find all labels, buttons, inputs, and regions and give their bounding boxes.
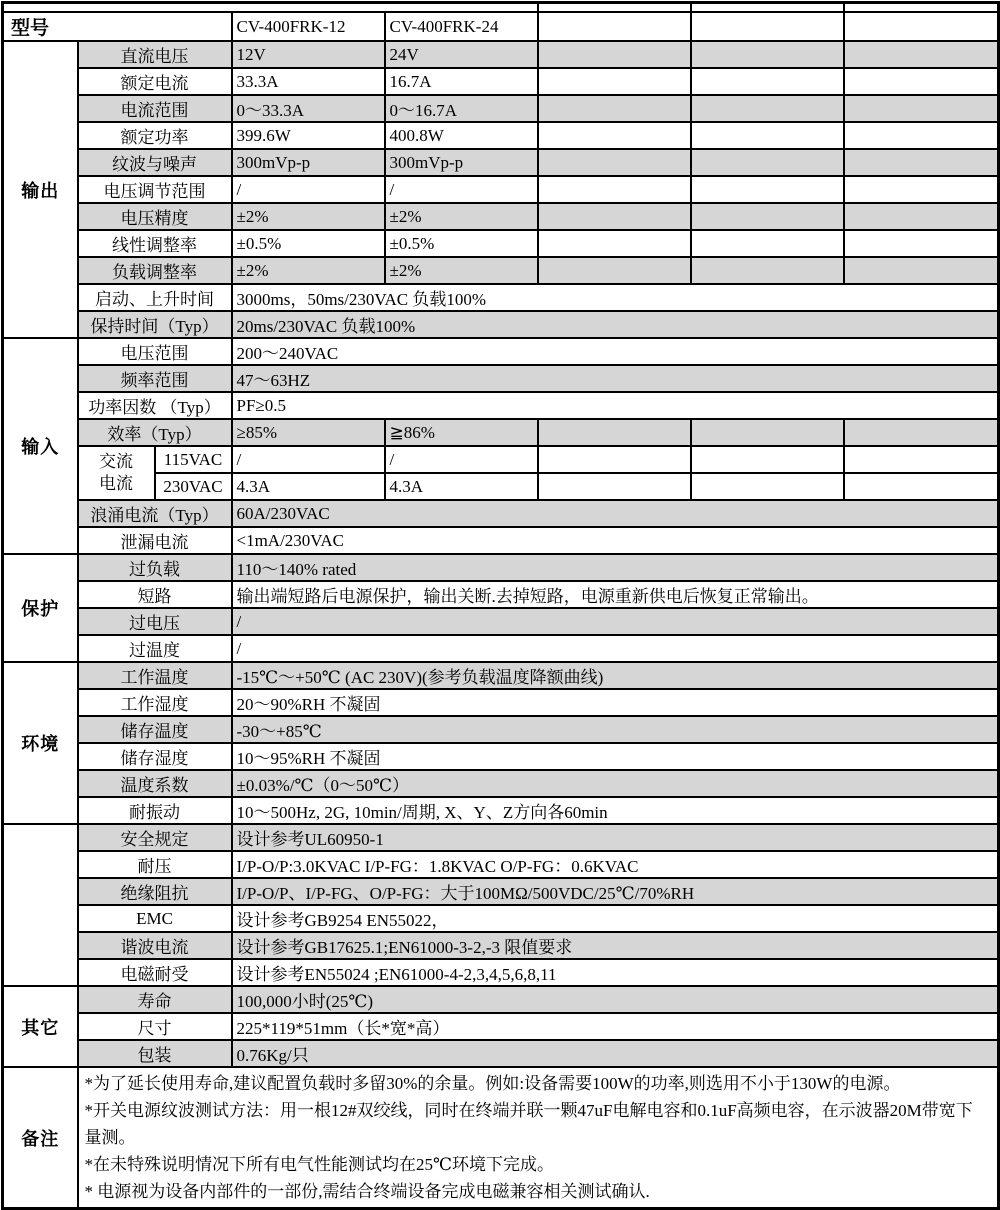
- row-sublabel: 115VAC: [155, 446, 232, 473]
- spec-row: [3, 1013, 999, 1040]
- span-value-cell: 0.76Kg/只: [232, 1040, 999, 1067]
- empty-cell: [844, 149, 999, 176]
- row-label: 频率范围: [78, 365, 232, 392]
- empty-cell: [844, 230, 999, 257]
- empty-cell: [844, 257, 999, 284]
- notes-row: [3, 1067, 999, 1209]
- value-cell: ±0.5%: [385, 230, 538, 257]
- row-label: [78, 446, 155, 500]
- empty-cell: [538, 12, 691, 41]
- spec-row: [3, 797, 999, 824]
- span-value-cell: 200～240VAC: [232, 338, 999, 365]
- span-value-cell: 60A/230VAC: [232, 500, 999, 527]
- value-cell: ±2%: [385, 257, 538, 284]
- empty-cell: [844, 95, 999, 122]
- row-label: 工作湿度: [78, 689, 232, 716]
- empty-cell: [538, 176, 691, 203]
- spec-row: [3, 689, 999, 716]
- note-line: *开关电源纹波测试方法：用一根12#双绞线，同时在终端并联一颗47uF电解电容和0.1uF高频电容，在示波器20M带宽下量测。: [84, 1101, 973, 1147]
- row-sublabel: 230VAC: [155, 473, 232, 500]
- note-line: *在未特殊说明情况下所有电气性能测试均在25℃环境下完成。: [84, 1155, 555, 1174]
- value-cell: /: [385, 176, 538, 203]
- empty-cell: [538, 41, 691, 68]
- row-label-text: 交流电流: [99, 452, 133, 493]
- empty-cell: [538, 446, 691, 473]
- spec-row: [3, 500, 999, 527]
- row-label: 过负载: [78, 554, 232, 581]
- row-label: 直流电压: [78, 41, 232, 68]
- spec-row: [3, 581, 999, 608]
- empty-cell: [538, 257, 691, 284]
- empty-cell: [538, 95, 691, 122]
- spec-row: [3, 554, 999, 581]
- value-cell: /: [232, 446, 385, 473]
- empty-cell: [844, 122, 999, 149]
- spec-row: [3, 95, 999, 122]
- span-value-cell: 输出端短路后电源保护，输出关断.去掉短路，电源重新供电后恢复正常输出。: [232, 581, 999, 608]
- empty-cell: [844, 41, 999, 68]
- note-line: *为了延长使用寿命,建议配置负载时多留30%的余量。例如:设备需要100W的功率,则选用不小于130W的电源。: [84, 1074, 901, 1093]
- value-cell: 300mVp-p: [385, 149, 538, 176]
- category-cell: 保护: [3, 554, 78, 662]
- spec-table-body: [3, 3, 999, 1209]
- empty-cell: [538, 203, 691, 230]
- span-value-cell: <1mA/230VAC: [232, 527, 999, 554]
- spec-row: [3, 284, 999, 311]
- empty-cell: [844, 203, 999, 230]
- empty-cell: [538, 419, 691, 446]
- spec-row: [3, 986, 999, 1013]
- empty-cell: [691, 12, 844, 41]
- span-value-cell: 47～63HZ: [232, 365, 999, 392]
- value-cell: ≥85%: [232, 419, 385, 446]
- spec-row: [3, 41, 999, 68]
- spec-row: [3, 149, 999, 176]
- notes-cell: [78, 1067, 999, 1209]
- empty-cell: [844, 68, 999, 95]
- spec-row: [3, 68, 999, 95]
- row-label: 保持时间（Typ）: [78, 311, 232, 338]
- row-label: 额定电流: [78, 68, 232, 95]
- span-value-cell: /: [232, 635, 999, 662]
- span-value-cell: 10～500Hz, 2G, 10min/周期, X、Y、Z方向各60min: [232, 797, 999, 824]
- spec-row: [3, 230, 999, 257]
- spec-row: [3, 608, 999, 635]
- model-label: 型号: [3, 12, 232, 41]
- empty-cell: [691, 203, 844, 230]
- spec-row: [3, 419, 999, 446]
- value-cell: ±2%: [232, 257, 385, 284]
- model-row: [3, 12, 999, 41]
- empty-cell: [691, 176, 844, 203]
- empty-cell: [691, 446, 844, 473]
- row-label: 功率因数 （Typ）: [78, 392, 232, 419]
- row-label: 工作温度: [78, 662, 232, 689]
- empty-cell: [538, 149, 691, 176]
- row-label: 储存温度: [78, 716, 232, 743]
- row-label: 短路: [78, 581, 232, 608]
- empty-cell: [691, 419, 844, 446]
- empty-cell: [691, 149, 844, 176]
- spec-row: [3, 851, 999, 878]
- empty-cell: [844, 419, 999, 446]
- row-label: 储存湿度: [78, 743, 232, 770]
- span-value-cell: -30～+85℃: [232, 716, 999, 743]
- spec-row: [3, 176, 999, 203]
- category-cell: 其它: [3, 986, 78, 1067]
- value-cell: 0～16.7A: [385, 95, 538, 122]
- spec-row: [3, 446, 999, 473]
- span-value-cell: /: [232, 608, 999, 635]
- spec-row: [3, 311, 999, 338]
- row-label: EMC: [78, 905, 232, 932]
- value-cell: 399.6W: [232, 122, 385, 149]
- row-label: 谐波电流: [78, 932, 232, 959]
- span-value-cell: ±0.03%/℃（0～50℃）: [232, 770, 999, 797]
- spec-row: [3, 662, 999, 689]
- spec-row: [3, 338, 999, 365]
- row-label: 电流范围: [78, 95, 232, 122]
- category-cell: 备注: [3, 1067, 78, 1209]
- spec-row: [3, 392, 999, 419]
- value-cell: /: [232, 176, 385, 203]
- span-value-cell: I/P-O/P:3.0KVAC I/P-FG：1.8KVAC O/P-FG：0.6KVAC: [232, 851, 999, 878]
- note-line: * 电源视为设备内部件的一部份,需结合终端设备完成电磁兼容相关测试确认.: [84, 1182, 650, 1201]
- row-label: 电压范围: [78, 338, 232, 365]
- row-label: 浪涌电流（Typ）: [78, 500, 232, 527]
- row-label: 耐压: [78, 851, 232, 878]
- value-cell: ±2%: [232, 203, 385, 230]
- empty-cell: [691, 257, 844, 284]
- span-value-cell: -15℃～+50℃ (AC 230V)(参考负载温度降额曲线): [232, 662, 999, 689]
- empty-cell: [691, 95, 844, 122]
- spec-table: [1, 1, 1000, 1210]
- row-label: 额定功率: [78, 122, 232, 149]
- spec-row: [3, 203, 999, 230]
- value-cell: 33.3A: [232, 68, 385, 95]
- row-label: 电压精度: [78, 203, 232, 230]
- row-label: 泄漏电流: [78, 527, 232, 554]
- category-cell: [3, 824, 78, 986]
- span-value-cell: 100,000小时(25℃): [232, 986, 999, 1013]
- spec-row: [3, 932, 999, 959]
- spec-row: [3, 878, 999, 905]
- value-cell: 0～33.3A: [232, 95, 385, 122]
- empty-cell: [538, 230, 691, 257]
- spec-row: [3, 743, 999, 770]
- row-label: 绝缘阻抗: [78, 878, 232, 905]
- spec-row: [3, 635, 999, 662]
- empty-cell: [538, 122, 691, 149]
- spec-row: [3, 770, 999, 797]
- row-label: 负载调整率: [78, 257, 232, 284]
- category-cell: 输入: [3, 338, 78, 554]
- value-cell: ≧86%: [385, 419, 538, 446]
- value-cell: 4.3A: [232, 473, 385, 500]
- empty-cell: [691, 473, 844, 500]
- row-label: 耐振动: [78, 797, 232, 824]
- category-cell: 环境: [3, 662, 78, 824]
- row-label: 寿命: [78, 986, 232, 1013]
- spec-row: [3, 905, 999, 932]
- spec-row: [3, 824, 999, 851]
- row-label: 温度系数: [78, 770, 232, 797]
- model-value: CV-400FRK-24: [385, 12, 538, 41]
- row-label: 线性调整率: [78, 230, 232, 257]
- empty-cell: [844, 446, 999, 473]
- top-partial-empty-cell: [538, 3, 691, 13]
- empty-cell: [844, 473, 999, 500]
- span-value-cell: 设计参考GB17625.1;EN61000-3-2,-3 限值要求: [232, 932, 999, 959]
- empty-cell: [691, 230, 844, 257]
- span-value-cell: PF≥0.5: [232, 392, 999, 419]
- value-cell: 400.8W: [385, 122, 538, 149]
- top-partial-cell: [3, 3, 538, 13]
- empty-cell: [844, 12, 999, 41]
- empty-cell: [538, 473, 691, 500]
- model-value: CV-400FRK-12: [232, 12, 385, 41]
- value-cell: 12V: [232, 41, 385, 68]
- spec-row: [3, 365, 999, 392]
- top-partial-empty-cell: [691, 3, 844, 13]
- value-cell: 16.7A: [385, 68, 538, 95]
- row-label: 电压调节范围: [78, 176, 232, 203]
- row-label: 包装: [78, 1040, 232, 1067]
- span-value-cell: 110～140% rated: [232, 554, 999, 581]
- spec-row: [3, 1040, 999, 1067]
- row-label: 启动、上升时间: [78, 284, 232, 311]
- category-cell: 输出: [3, 41, 78, 338]
- value-cell: ±0.5%: [232, 230, 385, 257]
- top-partial-row: [3, 3, 999, 13]
- spec-row: [3, 257, 999, 284]
- span-value-cell: I/P-O/P、I/P-FG、O/P-FG：大于100MΩ/500VDC/25℃/70%RH: [232, 878, 999, 905]
- row-label: 过电压: [78, 608, 232, 635]
- spec-row: [3, 122, 999, 149]
- row-label: 过温度: [78, 635, 232, 662]
- empty-cell: [844, 176, 999, 203]
- span-value-cell: 225*119*51mm（长*宽*高）: [232, 1013, 999, 1040]
- value-cell: 24V: [385, 41, 538, 68]
- row-label: 电磁耐受: [78, 959, 232, 986]
- empty-cell: [691, 41, 844, 68]
- span-value-cell: 设计参考EN55024 ;EN61000-4-2,3,4,5,6,8,11: [232, 959, 999, 986]
- value-cell: 300mVp-p: [232, 149, 385, 176]
- spec-row: [3, 527, 999, 554]
- row-label: 尺寸: [78, 1013, 232, 1040]
- value-cell: /: [385, 446, 538, 473]
- empty-cell: [691, 68, 844, 95]
- value-cell: 4.3A: [385, 473, 538, 500]
- span-value-cell: 设计参考UL60950-1: [232, 824, 999, 851]
- spec-row: [3, 959, 999, 986]
- value-cell: ±2%: [385, 203, 538, 230]
- spec-row: [3, 716, 999, 743]
- span-value-cell: 20～90%RH 不凝固: [232, 689, 999, 716]
- span-value-cell: 20ms/230VAC 负载100%: [232, 311, 999, 338]
- row-label: 效率（Typ）: [78, 419, 232, 446]
- span-value-cell: 10～95%RH 不凝固: [232, 743, 999, 770]
- span-value-cell: 3000ms，50ms/230VAC 负载100%: [232, 284, 999, 311]
- row-label: 纹波与噪声: [78, 149, 232, 176]
- top-partial-empty-cell: [844, 3, 999, 13]
- span-value-cell: 设计参考GB9254 EN55022，: [232, 905, 999, 932]
- empty-cell: [691, 122, 844, 149]
- empty-cell: [538, 68, 691, 95]
- row-label: 安全规定: [78, 824, 232, 851]
